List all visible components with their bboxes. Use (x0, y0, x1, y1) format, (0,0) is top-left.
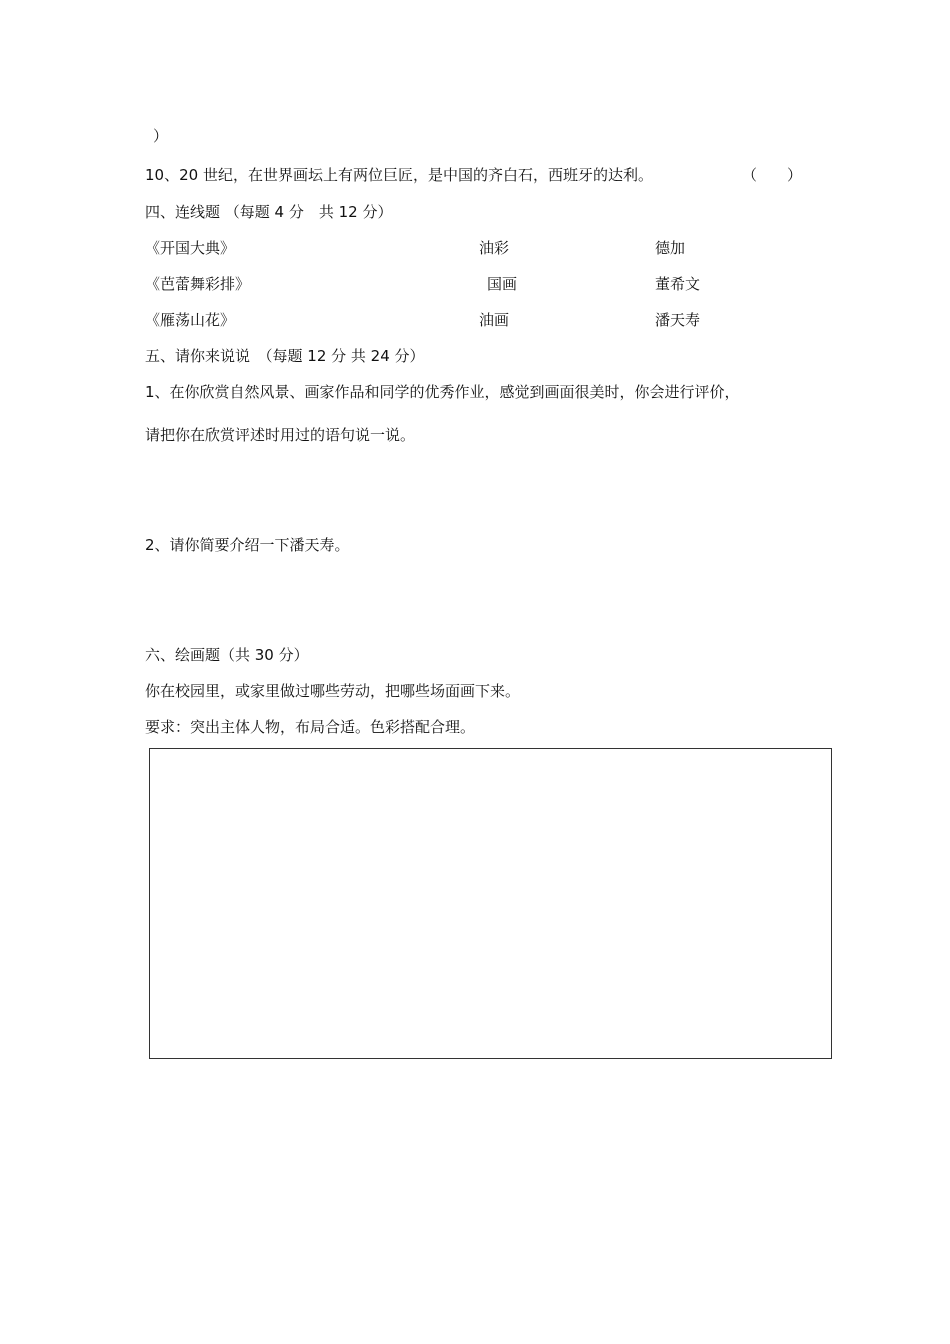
section4-title: 四、连线题 （每题 4 分 共 12 分） (145, 203, 393, 221)
match-artist: 潘天寿 (655, 311, 701, 329)
q10-answer-paren: （ ） (742, 166, 803, 184)
match-medium: 国画 (487, 275, 518, 293)
section5-q1-line1: 1、在你欣赏自然风景、画家作品和同学的优秀作业，感觉到画面很美时，你会进行评价， (145, 383, 740, 401)
match-artist: 德加 (655, 239, 686, 257)
section5-q2: 2、请你简要介绍一下潘天寿。 (145, 536, 350, 554)
section6-requirement: 要求：突出主体人物，布局合适。色彩搭配合理。 (145, 718, 476, 736)
match-medium: 油彩 (479, 239, 510, 257)
match-artist: 董希文 (655, 275, 701, 293)
q10-text: 10、20 世纪，在世界画坛上有两位巨匠，是中国的齐白石，西班牙的达利。 (145, 166, 653, 184)
section6-prompt: 你在校园里，或家里做过哪些劳动，把哪些场面画下来。 (145, 682, 521, 700)
match-work: 《芭蕾舞彩排》 (145, 275, 251, 293)
section5-q1-line2: 请把你在欣赏评述时用过的语句说一说。 (145, 426, 416, 444)
match-work: 《开国大典》 (145, 239, 236, 257)
section5-title: 五、请你来说说 （每题 12 分 共 24 分） (145, 347, 425, 365)
match-work: 《雁荡山花》 (145, 311, 236, 329)
match-medium: 油画 (479, 311, 510, 329)
drawing-answer-box[interactable] (149, 748, 832, 1059)
q9-closing-paren: ） (153, 127, 169, 145)
section6-title: 六、绘画题（共 30 分） (145, 646, 309, 664)
